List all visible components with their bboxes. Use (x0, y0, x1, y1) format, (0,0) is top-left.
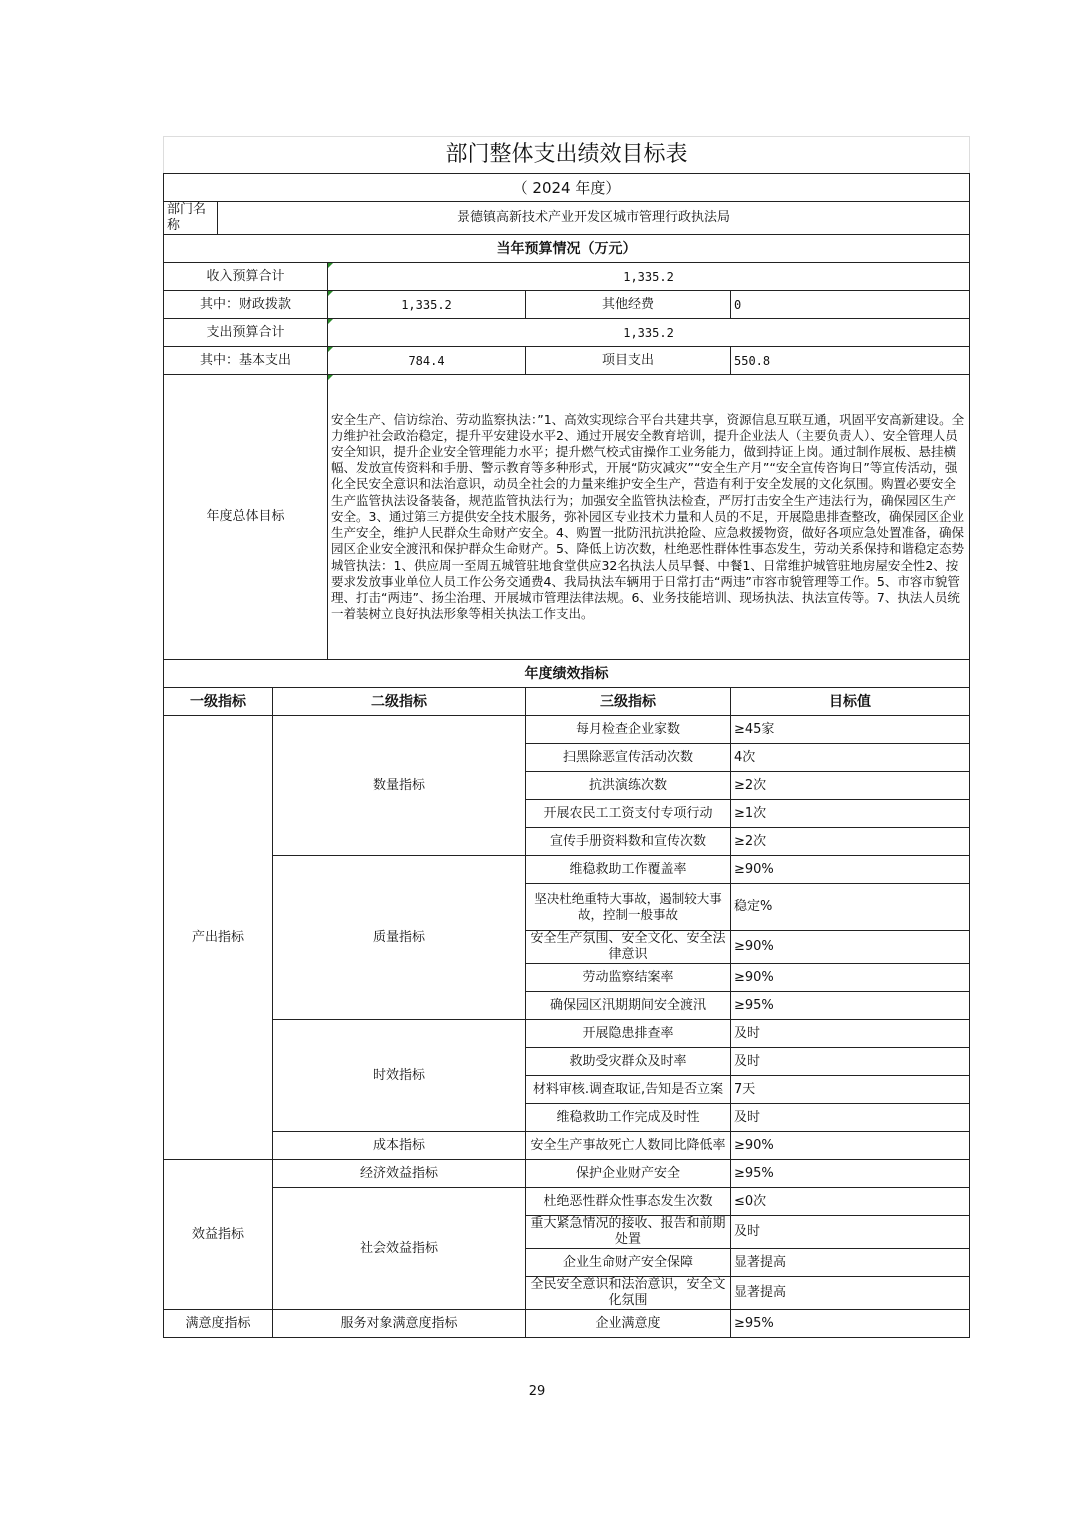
indicator-value: 及时 (731, 1020, 970, 1048)
indicator-name: 维稳救助工作完成及时性 (526, 1104, 731, 1132)
expense-total-value: 1,335.2 (328, 319, 970, 347)
performance-target-table (163, 136, 970, 1338)
indicator-name: 坚决杜绝重特大事故，遏制较大事故，控制一般事故 (526, 884, 731, 931)
income-total-label: 收入预算合计 (164, 263, 328, 291)
indicator-name: 每月检查企业家数 (526, 716, 731, 744)
indicator-name: 保护企业财产安全 (526, 1160, 731, 1188)
indicator-value: 7天 (731, 1076, 970, 1104)
indicator-name: 开展隐患排查率 (526, 1020, 731, 1048)
indicator-value: 及时 (731, 1216, 970, 1249)
col-header-level2: 二级指标 (273, 688, 526, 716)
indicator-value: 显著提高 (731, 1249, 970, 1277)
col-header-level1: 一级指标 (164, 688, 273, 716)
indicator-value: 显著提高 (731, 1277, 970, 1310)
indicator-name: 开展农民工工资支付专项行动 (526, 800, 731, 828)
indicator-value: ≥95% (731, 992, 970, 1020)
level1-output: 产出指标 (164, 716, 273, 1160)
fiscal-label: 其中：财政拨款 (164, 291, 328, 319)
basic-expense-label: 其中：基本支出 (164, 347, 328, 375)
indicator-name: 重大紧急情况的接收、报告和前期处置 (526, 1216, 731, 1249)
performance-target-table-page (163, 136, 969, 1338)
indicator-name: 全民安全意识和法治意识，安全文化氛围 (526, 1277, 731, 1310)
indicator-name: 扫黑除恶宣传活动次数 (526, 744, 731, 772)
indicator-value: ≥2次 (731, 772, 970, 800)
indicator-name: 宣传手册资料数和宣传次数 (526, 828, 731, 856)
expense-total-label: 支出预算合计 (164, 319, 328, 347)
indicator-value: ≥1次 (731, 800, 970, 828)
indicator-name: 安全生产氛围、安全文化、安全法律意识 (526, 931, 731, 964)
indicator-name: 安全生产事故死亡人数同比降低率 (526, 1132, 731, 1160)
indicator-value: 稳定% (731, 884, 970, 931)
basic-expense-value: 784.4 (328, 347, 526, 375)
indicator-value: ≥95% (731, 1310, 970, 1338)
indicator-name: 企业满意度 (526, 1310, 731, 1338)
indicator-name: 维稳救助工作覆盖率 (526, 856, 731, 884)
indicator-value: ≤0次 (731, 1188, 970, 1216)
page-number: 29 (528, 1384, 546, 1399)
perf-section-header: 年度绩效指标 (164, 660, 970, 688)
indicator-value: 及时 (731, 1104, 970, 1132)
level2-timeliness: 时效指标 (273, 1020, 526, 1132)
other-funds-value: 0 (731, 291, 970, 319)
level1-satisfaction: 满意度指标 (164, 1310, 273, 1338)
annual-goal-text: 安全生产、信访综治、劳动监察执法：”1、高效实现综合平台共建共享，资源信息互联互通，巩固平安高新建设。全力维护社会政治稳定，提升平安建设水平2、通过开展安全教育培训，提升企业法人（主要负责人）、安全管理人员安全知识，提升企业安全管理能力水平；提升燃气校式宙操作工业务能力，做到持证上岗。通过制作展板、悬挂横幅、发放宣传资料和手册、警示教育等多种形式，开展“防灾减灾”“安全生产月”“安全宣传咨询日”等宣传活动，强化全民安全意识和法治意识，动员全社会的力量来维护安全生产，营造有利于安全发展的文化氛围。购置必要安全生产监管执法设备装备，规范监管执法行为；加强安全监管执法检查，严厉打击安全生产违法行为，确保园区生产安全。3、通过第三方提供安全技术服务，弥补园区专业技术力量和人员的不足，开展隐患排查整改，确保园区企业生产安全，维护人民群众生命财产安全。4、购置一批防汛抗洪抢险、应急救援物资，做好各项应急处置准备，确保园区企业安全渡汛和保护群众生命财产。5、降低上访次数，杜绝恶性群体性事态发生，劳动关系保持和谐稳定态势城管执法：1、供应周一至周五城管驻地食堂供应32名执法人员早餐、中餐1、日常维护城管驻地房屋安全性2、按要求发放事业单位人员工作公务交通费4、我局执法车辆用于日常打击“两违”市容市貌管理等工作。5、市容市貌管理、打击“两违”、扬尘治理、开展城市管理法律法规。6、业务技能培训、现场执法、执法宣传等。7、执法人员统一着装树立良好执法形象等相关执法工作支出。 (328, 375, 970, 660)
indicator-name: 确保园区汛期期间安全渡汛 (526, 992, 731, 1020)
other-funds-label: 其他经费 (526, 291, 731, 319)
fiscal-value: 1,335.2 (328, 291, 526, 319)
level1-benefit: 效益指标 (164, 1160, 273, 1310)
indicator-value: ≥95% (731, 1160, 970, 1188)
table-title: 部门整体支出绩效目标表 (164, 137, 970, 174)
indicator-value: ≥2次 (731, 828, 970, 856)
indicator-value: 4次 (731, 744, 970, 772)
indicator-name: 杜绝恶性群众性事态发生次数 (526, 1188, 731, 1216)
col-header-target: 目标值 (731, 688, 970, 716)
indicator-value: ≥90% (731, 931, 970, 964)
indicator-name: 企业生命财产安全保障 (526, 1249, 731, 1277)
dept-label: 部门名称 (164, 202, 218, 235)
level2-service-satisfaction: 服务对象满意度指标 (273, 1310, 526, 1338)
level2-economic: 经济效益指标 (273, 1160, 526, 1188)
indicator-value: ≥90% (731, 1132, 970, 1160)
indicator-value: 及时 (731, 1048, 970, 1076)
budget-section-header: 当年预算情况（万元） (164, 235, 970, 263)
dept-name: 景德镇高新技术产业开发区城市管理行政执法局 (218, 202, 970, 235)
project-expense-value: 550.8 (731, 347, 970, 375)
indicator-name: 抗洪演练次数 (526, 772, 731, 800)
level2-quantity: 数量指标 (273, 716, 526, 856)
indicator-name: 材料审核.调查取证,告知是否立案 (526, 1076, 731, 1104)
indicator-value: ≥45家 (731, 716, 970, 744)
project-expense-label: 项目支出 (526, 347, 731, 375)
annual-goal-label: 年度总体目标 (164, 375, 328, 660)
income-total-value: 1,335.2 (328, 263, 970, 291)
indicator-name: 救助受灾群众及时率 (526, 1048, 731, 1076)
indicator-value: ≥90% (731, 964, 970, 992)
indicator-value: ≥90% (731, 856, 970, 884)
col-header-level3: 三级指标 (526, 688, 731, 716)
level2-social: 社会效益指标 (273, 1188, 526, 1310)
indicator-name: 劳动监察结案率 (526, 964, 731, 992)
level2-cost: 成本指标 (273, 1132, 526, 1160)
level2-quality: 质量指标 (273, 856, 526, 1020)
table-year: （ 2024 年度） (164, 174, 970, 202)
